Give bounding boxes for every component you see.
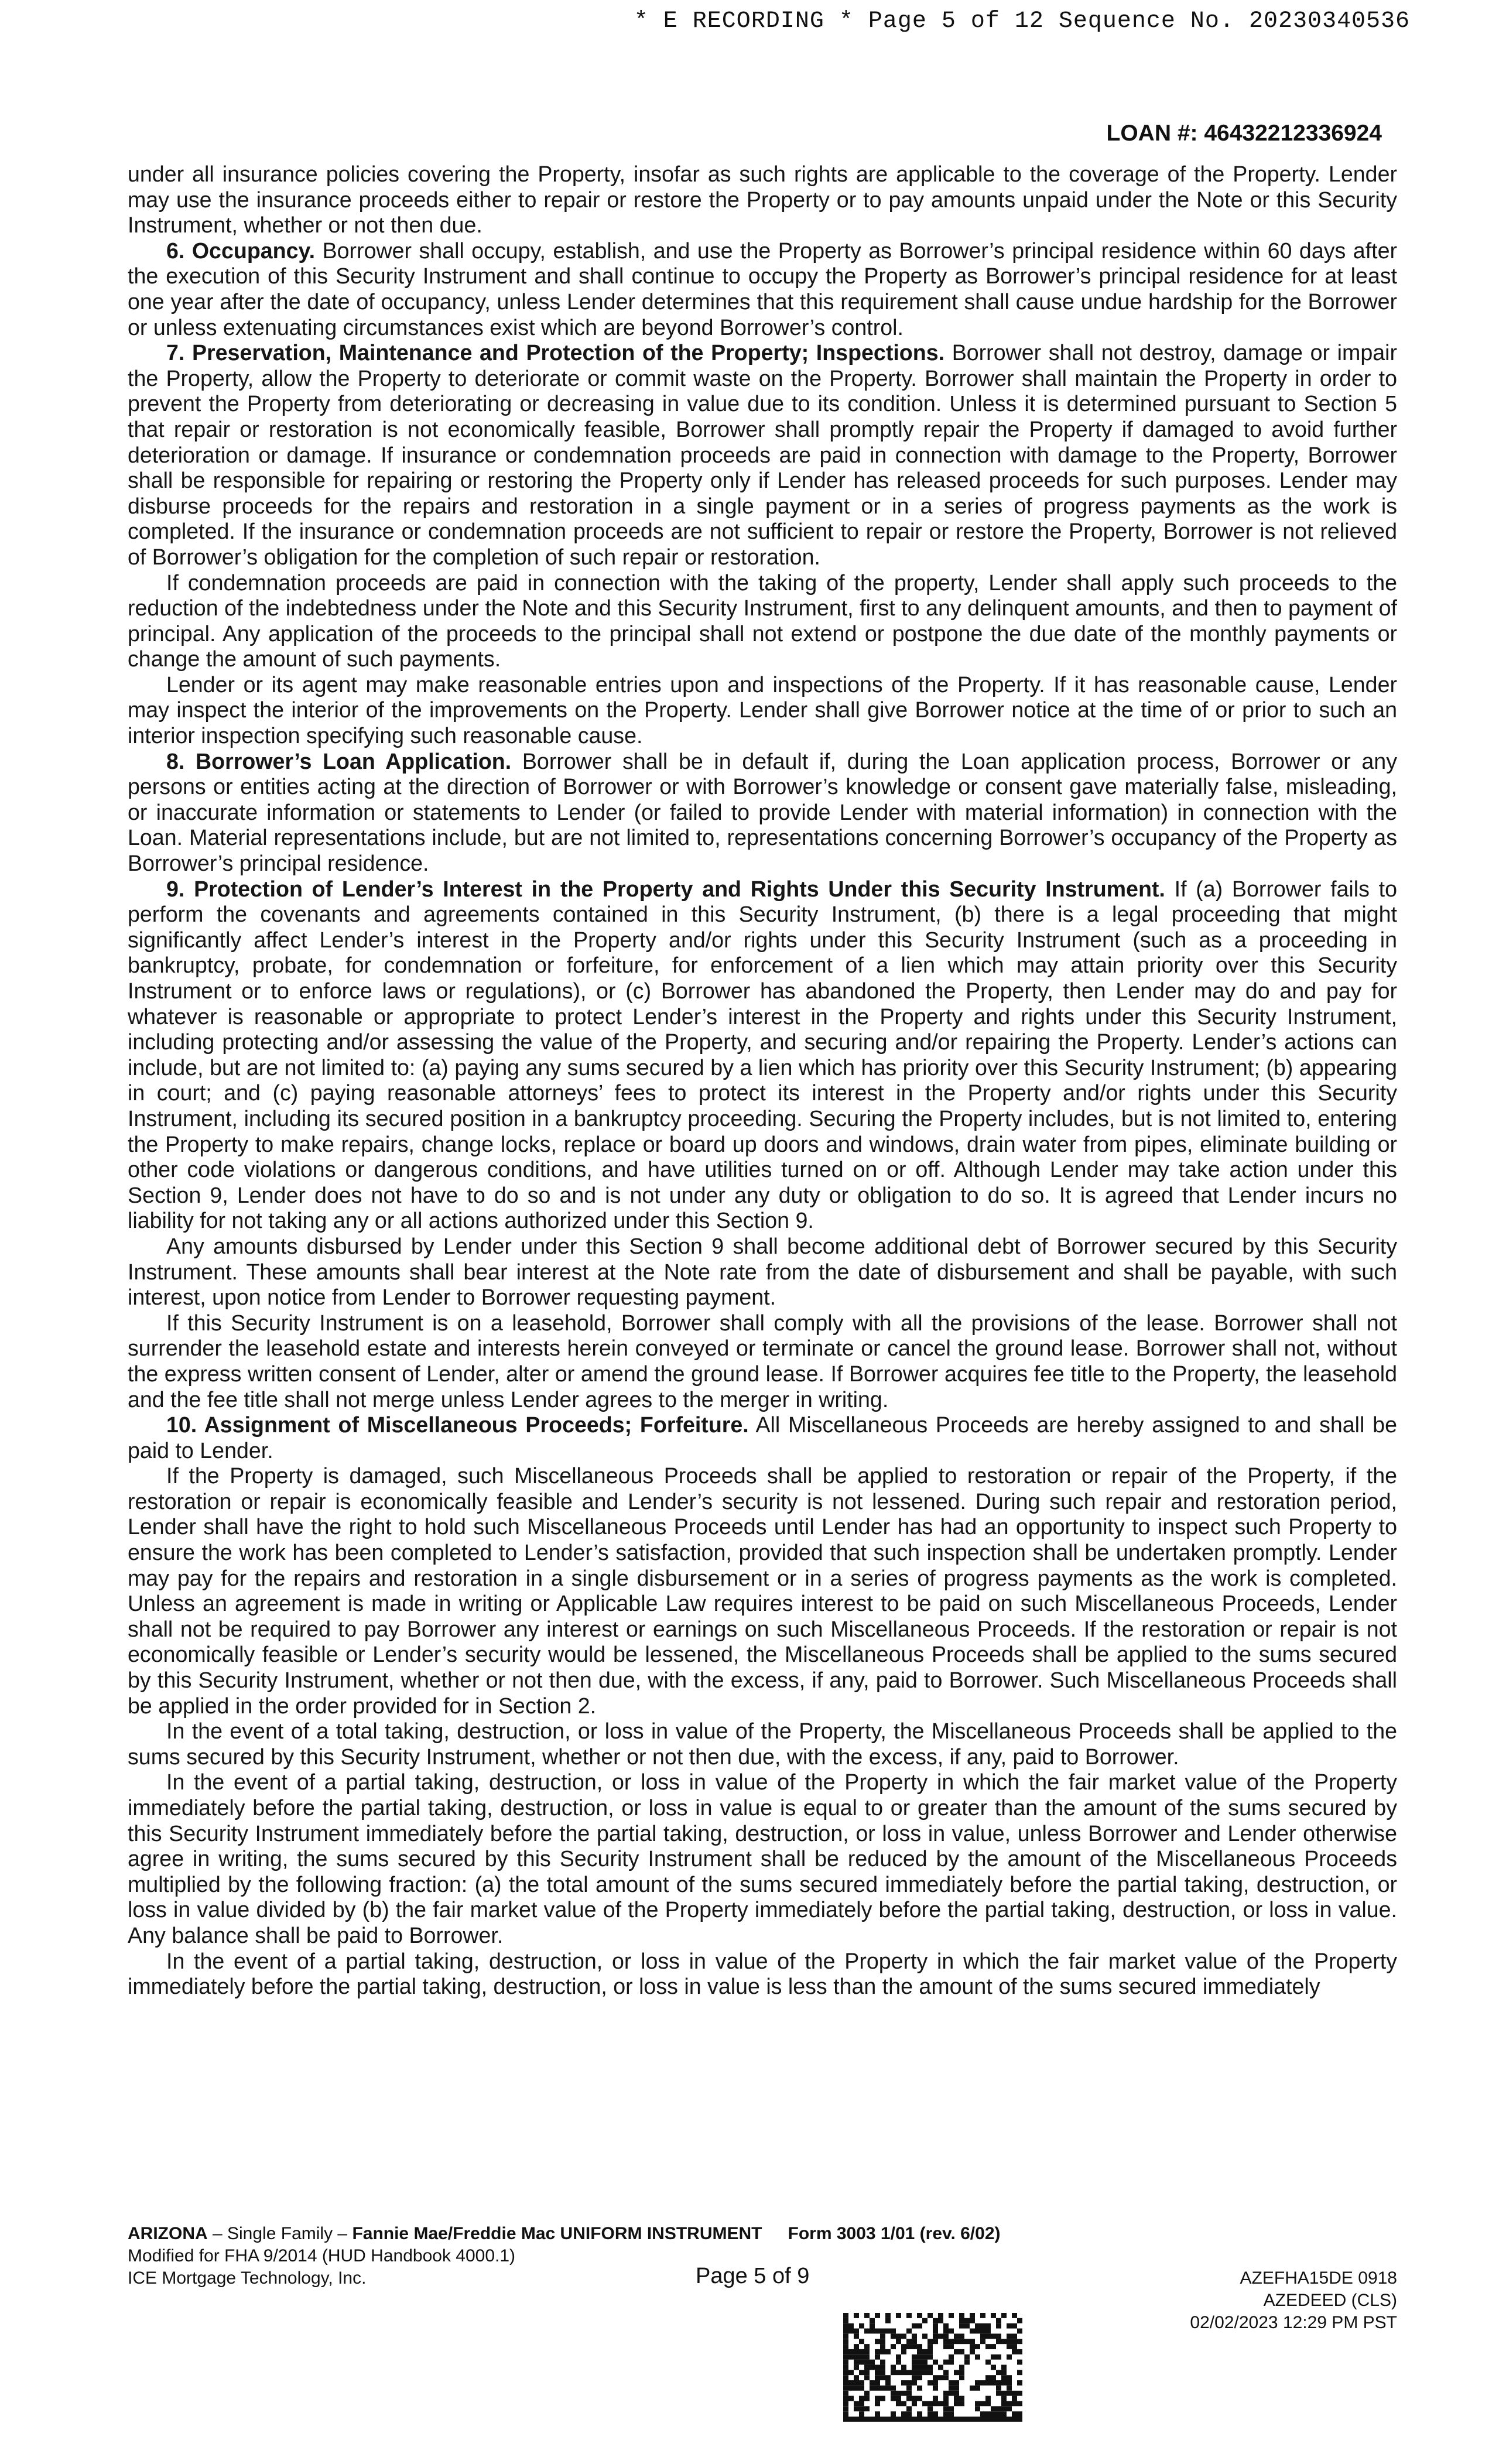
paragraph-text: Lender or its agent may make reasonable entries upon and inspections of the Property. If it has reasonable cause, Lender may inspect the interior of the improvements on the Property. Lender shall give Borrower notice at the time of or prior to such an interior inspection specifying such reasonable cause. [128,672,1397,748]
section-8-loan-application [128,749,1397,877]
section-title: 8. Borrower’s Loan Application. [166,748,512,774]
paragraph [128,1310,1397,1412]
paragraph-text: In the event of a partial taking, destruction, or loss in value of the Property in which the fair market value of the Property immediately before the partial taking, destruction, or loss in value is equal to or greater than the amount of the sums secured by this Security Instrument immediately before the partial taking, destruction, or loss in value, unless Borrower and Lender otherwise agree in writing, the sums secured by this Security Instrument shall be reduced by the amount of the Miscellaneous Proceeds multiplied by the following fraction: (a) the total amount of the sums secured immediately before the partial taking, destruction, or loss in value divided by (b) the fair market value of the Property immediately before the partial taking, destruction, or loss in value. Any balance shall be paid to Borrower. [128,1770,1397,1948]
paragraph [128,1463,1397,1719]
paragraph-text: under all insurance policies covering the Property, insofar as such rights are applicable to the coverage of the Property. Lender may use the insurance proceeds either to repair or restore the Property or to pay amounts unpaid under the Note or this Security Instrument, whether or not then due. [128,162,1397,238]
section-10-assignment [128,1412,1397,1463]
barcode-icon [843,2313,1022,2422]
paragraph-text: If this Security Instrument is on a leasehold, Borrower shall comply with all the provisions of the lease. Borrower shall not surrender the leasehold estate and interests herein conveyed or terminate or cancel the ground lease. Borrower shall not, without the express written consent of Lender, alter or amend the ground lease. If Borrower acquires fee title to the Property, the leasehold and the fee title shall not merge unless Lender agrees to the merger in writing. [128,1310,1397,1412]
paragraph-text: In the event of a partial taking, destruction, or loss in value of the Property in which the fair market value of the Property immediately before the partial taking, destruction, or loss in value is less than the amount of the sums secured immediately [128,1948,1397,1999]
paragraph [128,570,1397,672]
section-6-occupancy [128,238,1397,340]
deed-code: AZEDEED (CLS) [1263,2291,1397,2310]
paragraph-text: If the Property is damaged, such Miscellaneous Proceeds shall be applied to restoration or repair of the Property, if the restoration or repair is economically feasible and Lender’s security is not lessened. During such repair and restoration period, Lender shall have the right to hold such Miscellaneous Proceeds until Lender has had an opportunity to inspect such Property to ensure the work has been completed to Lender’s satisfaction, provided that such inspection shall be undertaken promptly. Lender may pay for the repairs and restoration in a single disbursement or in a series of progress payments as the work is completed. Unless an agreement is made in writing or Applicable Law requires interest to be paid on such Miscellaneous Proceeds, Lender shall not be required to pay Borrower any interest or earnings on such Miscellaneous Proceeds. If the restoration or repair is not economically feasible or Lender’s security would be lessened, the Miscellaneous Proceeds shall be applied to the sums secured by this Security Instrument, whether or not then due, with the excess, if any, paid to Borrower. Such Miscellaneous Proceeds shall be applied in the order provided for in Section 2. [128,1463,1397,1718]
form-type: – Single Family – [207,2224,352,2243]
form-code: AZEFHA15DE 0918 [1240,2268,1397,2288]
print-timestamp: 02/02/2023 12:29 PM PST [1190,2313,1397,2332]
section-title: 7. Preservation, Maintenance and Protection of the Property; Inspections. [166,340,945,365]
paragraph-text: If (a) Borrower fails to perform the covenants and agreements contained in this Security Instrument, (b) there is a legal proceeding that might significantly affect Lender’s interest in the Property and/or rights under this Security Instrument (such as a proceeding in bankruptcy, probate, for condemnation or forfeiture, for enforcement of a lien which may attain priority over this Security Instrument or to enforce laws or regulations), or (c) Borrower has abandoned the Property, then Lender may do and pay for whatever is reasonable or appropriate to protect Lender’s interest in the Property and rights under this Security Instrument, including protecting and/or assessing the value of the Property, and securing and/or repairing the Property. Lender’s actions can include, but are not limited to: (a) paying any sums secured by a lien which has priority over this Security Instrument; (b) appearing in court; and (c) paying reasonable attorneys’ fees to protect its interest in the Property and/or rights under this Security Instrument, including its secured position in a bankruptcy proceeding. Securing the Property includes, but is not limited to, entering the Property to make repairs, change locks, replace or board up doors and windows, drain water from pipes, eliminate building or other code violations or dangerous conditions, and have utilities turned on or off. Although Lender may take action under this Section 9, Lender does not have to do so and is not under any duty or obligation to do so. It is agreed that Lender incurs no liability for not taking any or all actions authorized under this Section 9. [128,876,1397,1233]
paragraph [128,1719,1397,1770]
section-9-protection [128,877,1397,1234]
paragraph-text: If condemnation proceeds are paid in connection with the taking of the property, Lender shall apply such proceeds to the reduction of the indebtedness under the Note and this Security Instrument, first to any delinquent amounts, and then to payment of principal. Any application of the proceeds to the principal shall not extend or postpone the due date of the monthly payments or change the amount of such payments. [128,570,1397,672]
section-title: 6. Occupancy. [166,238,316,263]
section-7-preservation [128,340,1397,570]
section-title: 9. Protection of Lender’s Interest in the Property and Rights Under this Security Instrument. [166,876,1165,901]
paragraph-text: All Miscellaneous Proceeds are hereby assigned to and shall be paid to Lender. [128,1412,1397,1463]
paragraph-text: Any amounts disbursed by Lender under this Section 9 shall become additional debt of Borrower secured by this Security Instrument. These amounts shall bear interest at the Note rate from the date of disbursement and shall be payable, with such interest, upon notice from Lender to Borrower requesting payment. [128,1233,1397,1310]
page-number: Page 5 of 9 [696,2264,810,2288]
document-body [128,162,1397,2000]
paragraph-continuation [128,162,1397,238]
paragraph-text: Borrower shall occupy, establish, and use the Property as Borrower’s principal residence within 60 days after the execution of this Security Instrument and shall continue to occupy the Property as Borrower’s principal residence for at least one year after the date of occupancy, unless Lender determines that this requirement shall cause undue hardship for the Borrower or unless extenuating circumstances exist which are beyond Borrower’s control. [128,238,1397,340]
form-description [128,2223,1001,2245]
paragraph [128,1770,1397,1948]
instrument-name: Fannie Mae/Freddie Mac UNIFORM INSTRUMENT [352,2224,762,2243]
company-name: ICE Mortgage Technology, Inc. [128,2268,367,2288]
paragraph [128,672,1397,749]
paragraph [128,1234,1397,1310]
paragraph-text: Borrower shall not destroy, damage or impair the Property, allow the Property to deteriorate or commit waste on the Property. Borrower shall maintain the Property in order to prevent the Property from deteriorating or decreasing in value due to its condition. Unless it is determined pursuant to Section 5 that repair or restoration is not economically feasible, Borrower shall promptly repair the Property if damaged to avoid further deterioration or damage. If insurance or condemnation proceeds are paid in connection with damage to the Property, Borrower shall be responsible for repairing or restoring the Property only if Lender has released proceeds for such purposes. Lender may disburse proceeds for the repairs and restoration in a single payment or in a series of progress payments as the work is completed. If the insurance or condemnation proceeds are not sufficient to repair or restore the Property, Borrower is not relieved of Borrower’s obligation for the completion of such repair or restoration. [128,340,1397,569]
modified-note: Modified for FHA 9/2014 (HUD Handbook 4000.1) [128,2246,516,2265]
recording-header: * E RECORDING * Page 5 of 12 Sequence No. 20230340536 [634,8,1410,35]
section-title: 10. Assignment of Miscellaneous Proceeds; Forfeiture. [166,1412,749,1438]
paragraph-text: Borrower shall be in default if, during the Loan application process, Borrower or any persons or entities acting at the direction of Borrower or with Borrower’s knowledge or consent gave materially false, misleading, or inaccurate information or statements to Lender (or failed to provide Lender with material information) in connection with the Loan. Material representations include, but are not limited to, representations concerning Borrower’s occupancy of the Property as Borrower’s principal residence. [128,748,1397,876]
paragraph-text: In the event of a total taking, destruction, or loss in value of the Property, the Miscellaneous Proceeds shall be applied to the sums secured by this Security Instrument, whether or not then due, with the excess, if any, paid to Borrower. [128,1719,1397,1769]
document-footer [128,2223,1397,2445]
loan-number: LOAN #: 46432212336924 [1106,121,1382,146]
document-codes [1190,2267,1397,2334]
form-number: Form 3003 1/01 (rev. 6/02) [788,2224,1001,2243]
state-label: ARIZONA [128,2224,208,2243]
paragraph [128,1949,1397,2000]
